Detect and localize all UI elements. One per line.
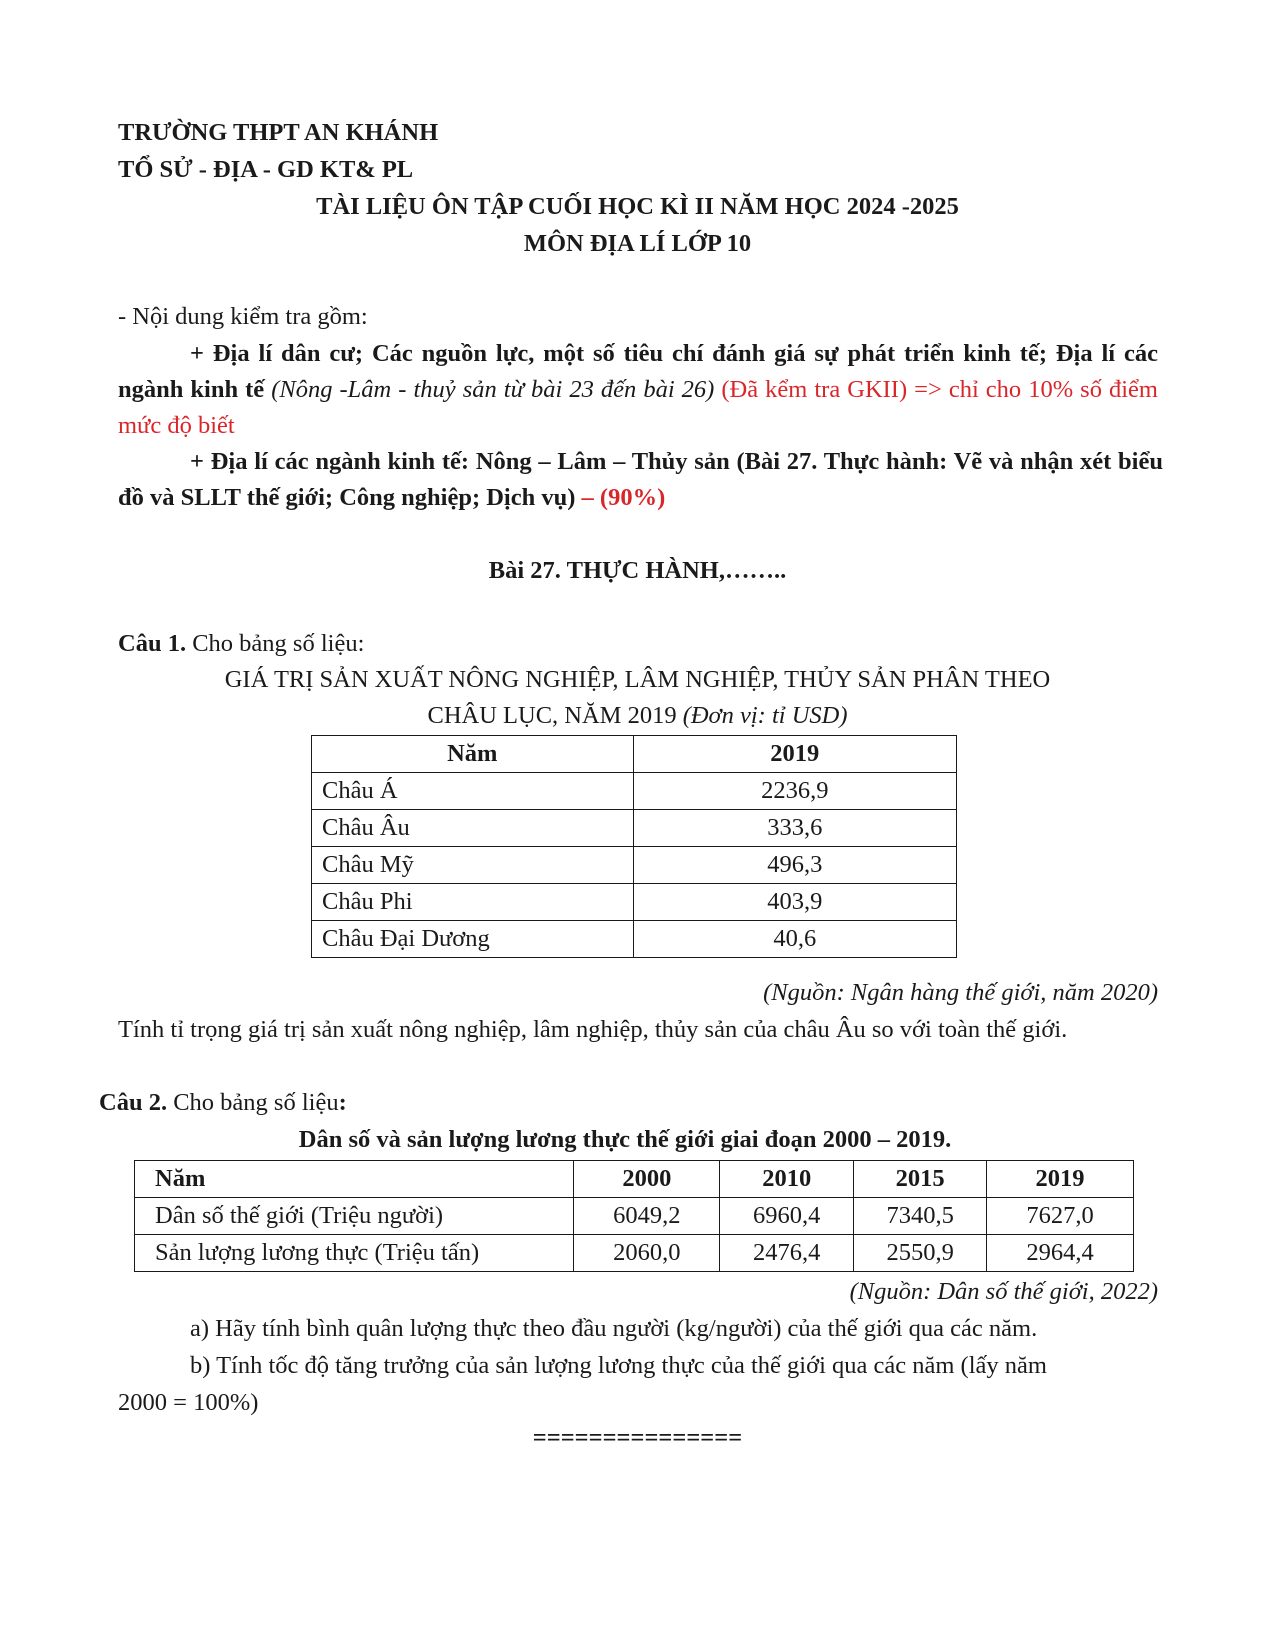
document-title: TÀI LIỆU ÔN TẬP CUỐI HỌC KÌ II NĂM HỌC 2024 -2025 — [316, 193, 959, 220]
intro-text: - Nội dung kiểm tra gồm: — [118, 303, 368, 330]
table-row — [135, 1235, 1134, 1272]
table-row — [312, 847, 957, 884]
q1-prompt-text: Cho bảng số liệu: — [186, 630, 365, 657]
region-cell: Châu Phi — [312, 884, 634, 921]
table-row — [312, 810, 957, 847]
header-cell: Năm — [312, 736, 634, 773]
value-cell: 2550,9 — [854, 1235, 987, 1272]
q2-task-a: a) Hãy tính bình quân lượng thực theo đầu người (kg/người) của thế giới qua các năm. — [190, 1315, 1038, 1342]
lesson-title: Bài 27. THỰC HÀNH,…….. — [488, 557, 787, 584]
value-cell: 7627,0 — [987, 1198, 1134, 1235]
q1-label: Câu 1. — [118, 630, 187, 657]
region-cell: Châu Á — [312, 773, 634, 810]
table-header-row — [312, 736, 957, 773]
content-item-2 — [118, 444, 1163, 516]
q2-task-b-line2: 2000 = 100%) — [118, 1389, 259, 1416]
value-cell: 333,6 — [633, 810, 957, 847]
indicator-cell: Dân số thế giới (Triệu người) — [135, 1198, 574, 1235]
q1-table-title-line1: GIÁ TRỊ SẢN XUẤT NÔNG NGHIỆP, LÂM NGHIỆP, THỦY SẢN PHÂN THEO — [224, 666, 1051, 693]
value-cell: 2964,4 — [987, 1235, 1134, 1272]
header-cell: 2019 — [987, 1161, 1134, 1198]
table-row — [312, 884, 957, 921]
table-row — [312, 773, 957, 810]
region-cell: Châu Đại Dương — [312, 921, 634, 958]
item2-bold: + Địa lí các ngành kinh tế: Nông – Lâm – Thủy sản (Bài 27. Thực hành: Vẽ và nhận xét biểu đồ và SLLT thế giới; Công nghiệp; Dịch vụ) — [118, 448, 1163, 511]
item1-red-note: (Đã kểm tra GKII) => chỉ cho 10% số điểm mức độ biết — [118, 376, 1158, 439]
value-cell: 2060,0 — [574, 1235, 720, 1272]
header-cell: 2010 — [720, 1161, 854, 1198]
value-cell: 7340,5 — [854, 1198, 987, 1235]
school-name: TRƯỜNG THPT AN KHÁNH — [118, 119, 439, 146]
header-cell: 2000 — [574, 1161, 720, 1198]
subject-title: MÔN ĐỊA LÍ LỚP 10 — [523, 230, 752, 257]
value-cell: 403,9 — [633, 884, 957, 921]
value-cell: 496,3 — [633, 847, 957, 884]
item1-italic: (Nông -Lâm - thuỷ sản từ bài 23 đến bài 26) — [264, 376, 715, 403]
q1-table-title-text: CHÂU LỤC, NĂM 2019 — [427, 702, 683, 729]
end-marker: =============== — [532, 1424, 743, 1451]
region-cell: Châu Âu — [312, 810, 634, 847]
q2-task-b-line1: b) Tính tốc độ tăng trưởng của sản lượng lương thực của thế giới qua các năm (lấy năm — [190, 1352, 1047, 1379]
q2-source: (Nguồn: Dân số thế giới, 2022) — [849, 1278, 1158, 1305]
value-cell: 6960,4 — [720, 1198, 854, 1235]
value-cell: 2236,9 — [633, 773, 957, 810]
header-cell: 2015 — [854, 1161, 987, 1198]
q1-data-table — [311, 735, 957, 958]
department-name: TỔ SỬ - ĐỊA - GD KT& PL — [118, 156, 414, 183]
q2-label: Câu 2. — [99, 1089, 168, 1116]
content-item-1 — [118, 336, 1158, 444]
q1-source: (Nguồn: Ngân hàng thế giới, năm 2020) — [763, 979, 1158, 1006]
value-cell: 40,6 — [633, 921, 957, 958]
q2-prompt-colon: : — [338, 1089, 347, 1116]
header-cell: Năm — [135, 1161, 574, 1198]
q1-table-title-line2 — [0, 698, 1275, 734]
q2-prompt-text: Cho bảng số liệu — [167, 1089, 339, 1116]
q1-prompt — [118, 626, 364, 662]
q1-task: Tính tỉ trọng giá trị sản xuất nông nghiệp, lâm nghiệp, thủy sản của châu Âu so với toàn thế giới. — [118, 1016, 1068, 1043]
table-row — [312, 921, 957, 958]
header-cell: 2019 — [633, 736, 957, 773]
q2-prompt — [99, 1085, 347, 1121]
table-row — [135, 1198, 1134, 1235]
item1-bold: + Địa lí dân cư; Các nguồn lực, một số tiêu chí đánh giá sự phát triển kinh tế; Địa lí các ngành kinh tế — [118, 340, 1158, 403]
q1-table-unit: (Đơn vị: tỉ USD) — [682, 702, 848, 729]
item2-red-note: – (90%) — [575, 484, 666, 511]
q2-data-table — [134, 1160, 1134, 1272]
table-header-row — [135, 1161, 1134, 1198]
q2-table-title: Dân số và sản lượng lương thực thế giới giai đoạn 2000 – 2019. — [298, 1126, 952, 1153]
value-cell: 6049,2 — [574, 1198, 720, 1235]
region-cell: Châu Mỹ — [312, 847, 634, 884]
indicator-cell: Sản lượng lương thực (Triệu tấn) — [135, 1235, 574, 1272]
value-cell: 2476,4 — [720, 1235, 854, 1272]
